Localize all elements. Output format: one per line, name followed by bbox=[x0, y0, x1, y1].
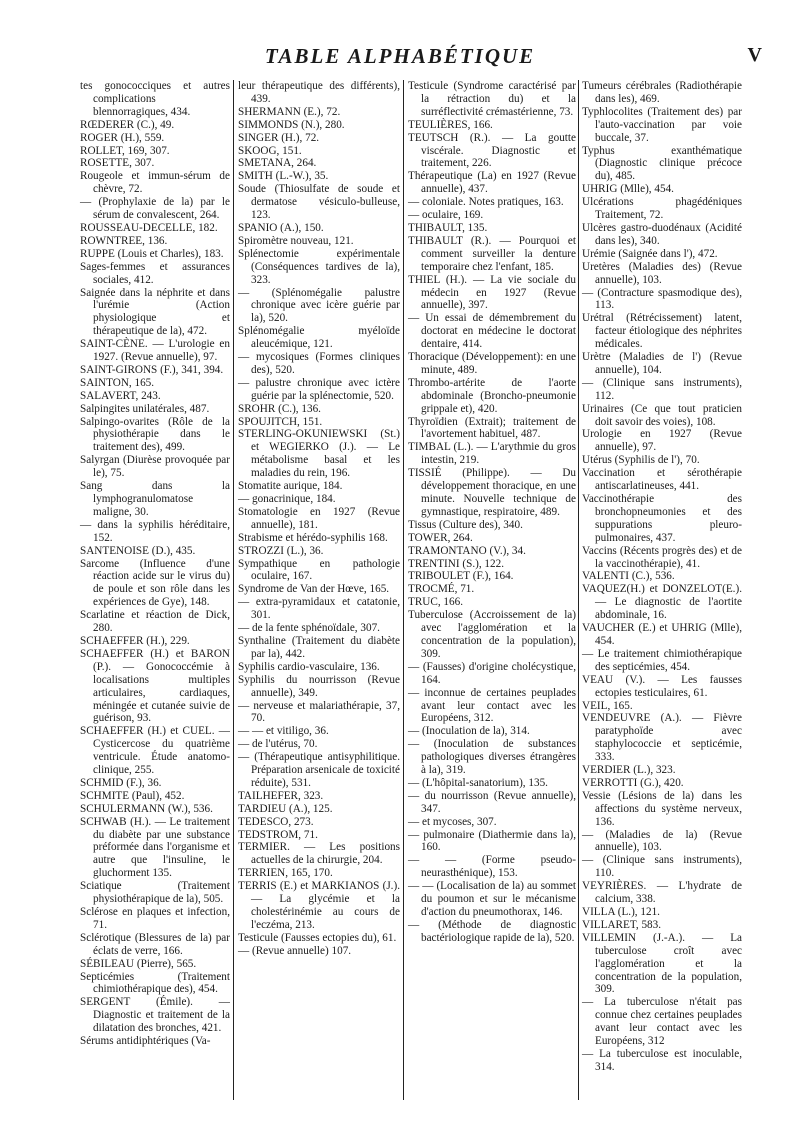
index-entry: Syphilis cardio-vasculaire, 136. bbox=[238, 660, 380, 673]
index-entry: Syphilis du nourrisson (Revue annuelle), 349. bbox=[238, 673, 400, 699]
index-entry: Urémie (Saignée dans l'), 472. bbox=[582, 247, 718, 260]
index-entry: ROLLET, 169, 307. bbox=[80, 144, 170, 157]
index-entry: SPOUJITCH, 151. bbox=[238, 415, 323, 428]
index-entry: Sclérotique (Blessures de la) par éclats de verre, 166. bbox=[80, 931, 230, 957]
index-entry: SALAVERT, 243. bbox=[80, 389, 161, 402]
index-entry: Testicule (Fausses ectopies du), 61. bbox=[238, 931, 397, 944]
index-entry: VEYRIÈRES. — L'hydrate de calcium, 338. bbox=[582, 880, 742, 906]
column-divider bbox=[578, 80, 579, 1100]
index-entry: SMETANA, 264. bbox=[238, 157, 317, 170]
index-entry: TRENTINI (S.), 122. bbox=[408, 557, 505, 570]
index-entry: — de l'utérus, 70. bbox=[238, 738, 318, 751]
index-entry: — (L'hôpital-sanatorium), 135. bbox=[408, 776, 548, 789]
index-entry: TERRIEN, 165, 170. bbox=[238, 867, 333, 880]
index-entry: Tissus (Culture des), 340. bbox=[408, 518, 523, 531]
index-entry: — La tuberculose n'était pas connue chez certaines peuplades avant leur contact avec les Européens, 312 bbox=[582, 996, 742, 1048]
index-entry: Sérums antidiphtériques (Va- bbox=[80, 1035, 211, 1048]
index-entry: TROCMÉ, 71. bbox=[408, 583, 475, 596]
column-divider bbox=[233, 80, 234, 1100]
index-entry: SERGENT (Émile). — Diagnostic et traitement de la dilatation des bronches, 421. bbox=[80, 996, 230, 1035]
index-entry: TEUTSCH (R.). — La goutte viscérale. Diagnostic et traitement, 226. bbox=[408, 131, 576, 170]
index-entry: — — et vitiligo, 36. bbox=[238, 725, 329, 738]
index-entry: Splénomégalie myéloïde aleucémique, 121. bbox=[238, 325, 400, 351]
index-entry: SPANIO (A.), 150. bbox=[238, 221, 324, 234]
index-entry: Thoracique (Développement): en une minute, 489. bbox=[408, 351, 576, 376]
index-entry: TRIBOULET (F.), 164. bbox=[408, 570, 514, 583]
index-entry: Sympathique en pathologie oculaire, 167. bbox=[238, 557, 400, 583]
index-entry: Tuberculose (Accroissement de la) avec l'agglomération et la concentration de la population), 309. bbox=[408, 609, 576, 660]
index-entry: Sang dans la lymphogranulomatose maligne, 30. bbox=[80, 480, 230, 518]
index-entry: SCHAEFFER (H.), 229. bbox=[80, 634, 190, 647]
index-entry: — (Thérapeutique antisyphilitique. Préparation arsenicale de toxicité réduite), 531. bbox=[238, 751, 400, 789]
index-entry: SCHMID (F.), 36. bbox=[80, 776, 162, 789]
index-entry: Rougeole et immun-sérum de chèvre, 72. bbox=[80, 170, 230, 196]
index-entry: ROWNTREE, 136. bbox=[80, 234, 168, 247]
index-entry: SÉBILEAU (Pierre), 565. bbox=[80, 957, 197, 970]
index-entry: — (Inoculation de substances pathologiques diverses étrangères à la), 319. bbox=[408, 738, 576, 777]
index-entry: SKOOG, 151. bbox=[238, 144, 302, 157]
index-entry: Urètre (Maladies de l') (Revue annuelle), 104. bbox=[582, 351, 742, 376]
index-entry: — (Fausses) d'origine cholécystique, 164. bbox=[408, 660, 576, 686]
index-entry: Saignée dans la néphrite et dans l'urémie (Action physiologique et thérapeutique de la), 472. bbox=[80, 286, 230, 338]
index-entry: — nerveuse et malariathérapie, 37, 70. bbox=[238, 699, 400, 725]
index-entry: SAINT-GIRONS (F.), 341, 394. bbox=[80, 363, 224, 376]
index-entry: — extra-pyramidaux et catatonie, 301. bbox=[238, 596, 400, 622]
index-entry: — (Clinique sans instruments), 112. bbox=[582, 376, 742, 402]
index-entry: — La tuberculose est inoculable, 314. bbox=[582, 1047, 742, 1073]
index-entry: Vaccination et sérothérapie antiscarlatineuses, 441. bbox=[582, 467, 742, 493]
index-entry: SHERMANN (E.), 72. bbox=[238, 105, 341, 118]
index-entry: THIEL (H.). — La vie sociale du médecin en 1927 (Revue annuelle), 397. bbox=[408, 273, 576, 312]
index-entry: TRUC, 166. bbox=[408, 596, 464, 609]
index-entry: SCHULERMANN (W.), 536. bbox=[80, 802, 213, 815]
index-entry: SCHWAB (H.). — Le traitement du diabète par une substance préformée dans l'organisme et autre que l'insuline, le gluchorment 135. bbox=[80, 815, 230, 880]
index-entry: VAUCHER (E.) et UHRIG (Mlle), 454. bbox=[582, 622, 742, 647]
index-entry: Salpingites unilatérales, 487. bbox=[80, 402, 210, 415]
index-entry: TARDIEU (A.), 125. bbox=[238, 802, 333, 815]
index-entry: Thrombo-artérite de l'aorte abdominale (Broncho-pneumonie grippale et), 420. bbox=[408, 376, 576, 415]
index-entry: VEAU (V.). — Les fausses ectopies testiculaires, 61. bbox=[582, 673, 742, 699]
index-entry: — (Contracture spasmodique des), 113. bbox=[582, 286, 742, 312]
index-entry: — (Clinique sans instruments), 110. bbox=[582, 854, 742, 880]
index-entry: ROUSSEAU-DECELLE, 182. bbox=[80, 221, 218, 234]
index-column-2 bbox=[238, 80, 400, 958]
index-entry: RŒDERER (C.), 49. bbox=[80, 118, 175, 131]
index-entry: Tumeurs cérébrales (Radiothérapie dans les), 469. bbox=[582, 80, 742, 105]
index-entry: UHRIG (Mlle), 454. bbox=[582, 183, 674, 196]
index-entry: SAINTON, 165. bbox=[80, 376, 155, 389]
index-entry: — mycosiques (Formes cliniques des), 520. bbox=[238, 351, 400, 376]
index-entry: Sarcome (Influence d'une réaction acide sur le virus du) de poule et son rôle dans les expériences de Gye), 148. bbox=[80, 557, 230, 609]
index-entry: Utérus (Syphilis de l'), 70. bbox=[582, 454, 700, 467]
index-entry: — (Splénomégalie palustre chronique avec icère guérie par la), 520. bbox=[238, 286, 400, 325]
index-entry: — (Inoculation de la), 314. bbox=[408, 725, 530, 738]
index-entry: SAINT-CÈNE. — L'urologie en 1927. (Revue annuelle), 97. bbox=[80, 338, 230, 364]
index-entry: Urinaires (Ce que tout praticien doit savoir des voies), 108. bbox=[582, 402, 742, 428]
page-header bbox=[0, 42, 800, 72]
index-entry: TERMIER. — Les positions actuelles de la chirurgie, 204. bbox=[238, 841, 400, 867]
index-entry: SIMMONDS (N.), 280. bbox=[238, 118, 345, 131]
index-entry: Stomatite aurique, 184. bbox=[238, 480, 343, 493]
index-entry: — de la fente sphénoïdale, 307. bbox=[238, 622, 380, 635]
index-entry: Typhlocolites (Traitement des) par l'auto-vaccination par voie buccale, 37. bbox=[582, 105, 742, 144]
index-entry: THIBAULT, 135. bbox=[408, 221, 488, 234]
index-entry: TERRIS (E.) et MARKIANOS (J.). — La glycémie et la cholestérinémie au cours de l'eczéma, 213. bbox=[238, 880, 400, 931]
index-entry: — et mycoses, 307. bbox=[408, 815, 497, 828]
index-entry: RUPPE (Louis et Charles), 183. bbox=[80, 247, 224, 260]
index-entry: SCHAEFFER (H.) et CUEL. — Cysticercose du quatrième ventricule. Étude anatomo-clinique, 255. bbox=[80, 725, 230, 777]
index-entry: Scarlatine et réaction de Dick, 280. bbox=[80, 609, 230, 635]
index-entry: leur thérapeutique des différents), 439. bbox=[238, 80, 400, 105]
index-entry: TEULIÈRES, 166. bbox=[408, 118, 493, 131]
index-entry: Septicémies (Traitement chimiothérapique des), 454. bbox=[80, 970, 230, 996]
index-entry: Strabisme et hérédo-syphilis 168. bbox=[238, 531, 388, 544]
index-entry: SMITH (L.-W.), 35. bbox=[238, 170, 329, 183]
index-entry: — Un essai de démembrement du doctorat en médecine le doctorat dentaire, 414. bbox=[408, 312, 576, 351]
index-entry: SANTENOISE (D.), 435. bbox=[80, 544, 196, 557]
page-number: V bbox=[747, 44, 762, 66]
index-entry: TOWER, 264. bbox=[408, 531, 473, 544]
index-entry: Ulcères gastro-duodénaux (Acidité dans les), 340. bbox=[582, 221, 742, 247]
index-entry: Testicule (Syndrome caractérisé par la rétraction du) et la surréflectivité crémastérienne, 73. bbox=[408, 80, 576, 118]
index-entry: — — (Forme pseudo-neurasthénique), 153. bbox=[408, 854, 576, 880]
index-entry: — (Revue annuelle) 107. bbox=[238, 944, 352, 957]
index-entry: TISSIÉ (Philippe). — Du développement thoracique, en une minute. Nouvelle technique de gymnastique, respiratoire, 489. bbox=[408, 467, 576, 518]
index-entry: TAILHEFER, 323. bbox=[238, 789, 324, 802]
index-entry: VERDIER (L.), 323. bbox=[582, 764, 676, 777]
index-entry: Synthaline (Traitement du diabète par la), 442. bbox=[238, 634, 400, 660]
index-entry: Urétral (Rétrécissement) latent, facteur étiologique des néphrites médicales. bbox=[582, 312, 742, 351]
index-entry: — inconnue de certaines peuplades avant leur contact avec les Européens, 312. bbox=[408, 686, 576, 725]
index-entry: VAQUEZ(H.) et DONZELOT(E.). — Le diagnostic de l'aortite abdominale, 16. bbox=[582, 583, 742, 622]
index-entry: TEDSTROM, 71. bbox=[238, 828, 318, 841]
index-entry: SCHAEFFER (H.) et BARON (P.). — Gonococcémie à localisations multiples articulaires, cardiaques, méningée et cutanée suivie de guérison, 93. bbox=[80, 647, 230, 725]
index-entry: Thyroïdien (Extrait); traitement de l'avortement habituel, 487. bbox=[408, 415, 576, 441]
index-entry: Syndrome de Van der Hœve, 165. bbox=[238, 583, 390, 596]
index-entry: TIMBAL (L.). — L'arythmie du gros intestin, 219. bbox=[408, 441, 576, 467]
index-entry: — (Maladies de la) (Revue annuelle), 103. bbox=[582, 828, 742, 854]
index-entry: SCHMITE (Paul), 452. bbox=[80, 789, 185, 802]
index-entry: Spiromètre nouveau, 121. bbox=[238, 234, 354, 247]
index-entry: — — (Localisation de la) au sommet du poumon et sur le mécanisme d'action du pneumothorax, 146. bbox=[408, 880, 576, 918]
index-entry: Salpingo-ovarites (Rôle de la physiothérapie dans le traitement des), 499. bbox=[80, 415, 230, 454]
index-entry: STERLING-OKUNIEWSKI (St.) et WEGIERKO (J.). — Le métabolisme basal et les maladies du rein, 196. bbox=[238, 428, 400, 480]
index-entry: Urologie en 1927 (Revue annuelle), 97. bbox=[582, 428, 742, 454]
index-entry: ROGER (H.), 559. bbox=[80, 131, 165, 144]
index-entry: STROZZI (L.), 36. bbox=[238, 544, 324, 557]
index-entry: SINGER (H.), 72. bbox=[238, 131, 320, 144]
index-entry: VERROTTI (G.), 420. bbox=[582, 776, 684, 789]
index-entry: Uretères (Maladies des) (Revue annuelle), 103. bbox=[582, 260, 742, 286]
column-divider bbox=[403, 80, 404, 1100]
index-entry: THIBAULT (R.). — Pourquoi et comment surveiller la denture temporaire chez l'enfant, 185. bbox=[408, 234, 576, 273]
index-entry: — coloniale. Notes pratiques, 163. bbox=[408, 196, 564, 209]
index-entry: Vaccinothérapie des bronchopneumonies et des suppurations pleuro-pulmonaires, 437. bbox=[582, 493, 742, 544]
index-entry: VILLA (L.), 121. bbox=[582, 906, 660, 918]
index-column-3 bbox=[408, 80, 576, 945]
index-entry: Splénectomie expérimentale (Conséquences tardives de la), 323. bbox=[238, 247, 400, 286]
index-entry: VILLARET, 583. bbox=[582, 918, 662, 931]
index-entry: — palustre chronique avec ictère guérie par la splénectomie, 520. bbox=[238, 376, 400, 402]
index-column-4 bbox=[582, 80, 742, 1074]
index-entry: VENDEUVRE (A.). — Fièvre paratyphoïde avec staphylococcie et septicémie, 333. bbox=[582, 712, 742, 764]
index-entry: Sciatique (Traitement physiothérapique de la), 505. bbox=[80, 880, 230, 906]
index-entry: Typhus exanthématique (Diagnostic clinique précoce du), 485. bbox=[582, 144, 742, 183]
index-entry: — pulmonaire (Diathermie dans la), 160. bbox=[408, 828, 576, 854]
index-entry: Stomatologie en 1927 (Revue annuelle), 181. bbox=[238, 505, 400, 531]
index-entry: — gonacrinique, 184. bbox=[238, 493, 336, 505]
index-column-1 bbox=[80, 80, 230, 1048]
index-entry: TRAMONTANO (V.), 34. bbox=[408, 544, 526, 557]
index-entry: Vessie (Lésions de la) dans les affections du système nerveux, 136. bbox=[582, 789, 742, 828]
index-entry: ROSETTE, 307. bbox=[80, 157, 155, 170]
index-entry: — (Méthode de diagnostic bactériologique rapide de la), 520. bbox=[408, 918, 576, 944]
index-entry: VALENTI (C.), 536. bbox=[582, 570, 675, 583]
index-entry: Soude (Thiosulfate de soude et dermatose vésiculo-bulleuse, 123. bbox=[238, 183, 400, 222]
index-entry: Salyrgan (Diurèse provoquée par le), 75. bbox=[80, 454, 230, 480]
index-entry: VEIL, 165. bbox=[582, 699, 633, 712]
index-entry: — du nourrisson (Revue annuelle), 347. bbox=[408, 789, 576, 815]
index-entry: TEDESCO, 273. bbox=[238, 815, 314, 828]
index-entry: — Le traitement chimiothérapique des septicémies, 454. bbox=[582, 647, 742, 673]
index-entry: — oculaire, 169. bbox=[408, 209, 484, 222]
index-entry: Sclérose en plaques et infection, 71. bbox=[80, 906, 230, 931]
index-entry: — dans la syphilis héréditaire, 152. bbox=[80, 518, 230, 544]
index-entry: tes gonococciques et autres complications blennorragiques, 434. bbox=[80, 80, 230, 118]
index-entry: VILLEMIN (J.-A.). — La tuberculose croît avec l'agglomération et la concentration de la population, 309. bbox=[582, 931, 742, 996]
index-entry: Thérapeutique (La) en 1927 (Revue annuelle), 437. bbox=[408, 170, 576, 196]
index-entry: Ulcérations phagédéniques Traitement, 72. bbox=[582, 196, 742, 222]
index-entry: Sages-femmes et assurances sociales, 412. bbox=[80, 260, 230, 286]
index-entry: SROHR (C.), 136. bbox=[238, 402, 321, 415]
index-entry: Vaccins (Récents progrès des) et de la vaccinothérapie), 41. bbox=[582, 544, 742, 570]
index-entry: — (Prophylaxie de la) par le sérum de convalescent, 264. bbox=[80, 196, 230, 222]
page-title: TABLE ALPHABÉTIQUE bbox=[264, 44, 536, 68]
